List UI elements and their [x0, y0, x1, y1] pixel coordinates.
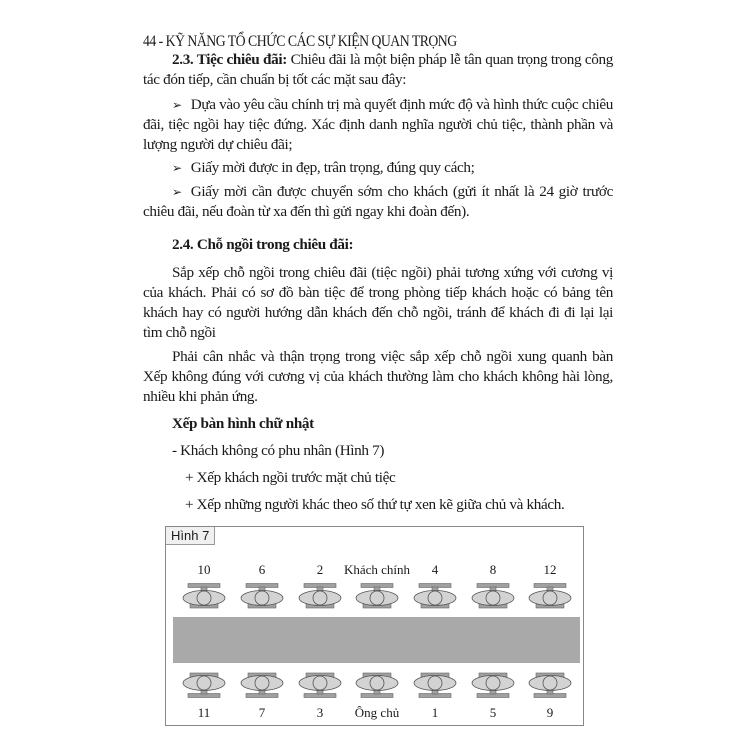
text-line: Xếp không đúng với cương vị của khách thường làm cho khách không hài lòng, [143, 368, 613, 385]
seat-label: 5 [489, 705, 497, 720]
text-line: Phải cân nhắc và thận trọng trong việc sắp xếp chỗ ngồi xung quanh bàn [172, 348, 613, 365]
text-line: nhiều khi phản ứng. [143, 388, 258, 405]
seat-label: 1 [431, 705, 439, 720]
bullet-item [143, 94, 613, 154]
text-line: ➢ Dựa vào yêu cầu chính trị mà quyết định mức độ và hình thức cuộc chiêu [172, 96, 613, 113]
seat-label: Khách chính [343, 562, 411, 577]
seating-figure [165, 526, 584, 726]
bullet-item [143, 182, 613, 222]
chair-icon [412, 672, 458, 698]
seat-label: 7 [258, 705, 266, 720]
chair-icon [354, 583, 400, 609]
paragraph [143, 263, 613, 343]
text-line: khách hay có người hướng dẫn khách đến chỗ ngồi, tránh để khách đi đi lại lại [143, 304, 613, 321]
rule-line: + Xếp khách ngồi trước mặt chủ tiệc [185, 469, 396, 486]
seat-label: 12 [543, 562, 557, 577]
text-line: ➢ Giấy mời cần được chuyển sớm cho khách (gửi ít nhất là 24 giờ trước [172, 183, 613, 200]
arrow-bullet-icon: ➢ [172, 161, 182, 175]
bullet-item [143, 158, 613, 178]
seat-label: 2 [316, 562, 324, 577]
text-line: lượng người dự chiêu đãi; [143, 136, 293, 153]
seat-label: 6 [258, 562, 266, 577]
chair-icon [527, 672, 573, 698]
rule-line: + Xếp những người khác theo số thứ tự xen kẽ giữa chủ và khách. [185, 496, 565, 513]
chair-icon [239, 583, 285, 609]
text-line: Sắp xếp chỗ ngồi trong chiêu đãi (tiệc ngồi) phải tương xứng với cương vị [172, 264, 613, 281]
text-line: của khách. Phải có sơ đồ bàn tiệc để trong phòng tiếp khách hoặc có bảng tên [143, 284, 613, 301]
subheading: Xếp bàn hình chữ nhật [172, 415, 314, 432]
chair-icon [181, 672, 227, 698]
chair-icon [354, 672, 400, 698]
text-line: chiêu đãi, nếu đoàn từ xa đến thì gửi ngay khi đoàn đến). [143, 203, 470, 220]
seat-label: 9 [546, 705, 554, 720]
case-line: - Khách không có phu nhân (Hình 7) [172, 442, 385, 459]
arrow-bullet-icon: ➢ [172, 185, 182, 199]
chair-icon [527, 583, 573, 609]
chair-icon [297, 672, 343, 698]
seat-label: 4 [431, 562, 439, 577]
chair-icon [470, 672, 516, 698]
chair-icon [470, 583, 516, 609]
seat-label: 11 [197, 705, 211, 720]
seat-label: 10 [197, 562, 211, 577]
text-line: ➢ Giấy mời được in đẹp, trân trọng, đúng quy cách; [172, 159, 475, 176]
chair-icon [412, 583, 458, 609]
seat-label: Ông chủ [354, 705, 400, 720]
figure-label: Hình 7 [166, 527, 215, 545]
rectangular-table [173, 617, 580, 663]
book-title: KỸ NĂNG TỔ CHỨC CÁC SỰ KIỆN QUAN TRỌNG [165, 33, 457, 50]
text-line: đãi, tiệc ngồi hay tiệc đứng. Xác định danh nghĩa người chủ tiệc, thành phần và [143, 116, 613, 133]
section-2-4-heading: 2.4. Chỗ ngồi trong chiêu đãi: [172, 236, 354, 253]
seat-label: 8 [489, 562, 497, 577]
section-2-3: 2.3. Tiệc chiêu đãi: Chiêu đãi là một biện pháp lễ tân quan trọng trong công tác đón tiếp, cần chuẩn bị tốt các mặt sau đây: [143, 51, 613, 88]
seat-label: 3 [316, 705, 324, 720]
chair-icon [181, 583, 227, 609]
paragraph [143, 347, 613, 407]
chair-icon [297, 583, 343, 609]
arrow-bullet-icon: ➢ [172, 98, 182, 112]
section-heading: 2.3. Tiệc chiêu đãi: [172, 51, 287, 68]
page-number: 44 [143, 33, 156, 50]
running-header: 44 - KỸ NĂNG TỔ CHỨC CÁC SỰ KIỆN QUAN TRỌNG [143, 33, 457, 50]
text-line: tìm chỗ ngồi [143, 324, 216, 341]
chair-icon [239, 672, 285, 698]
